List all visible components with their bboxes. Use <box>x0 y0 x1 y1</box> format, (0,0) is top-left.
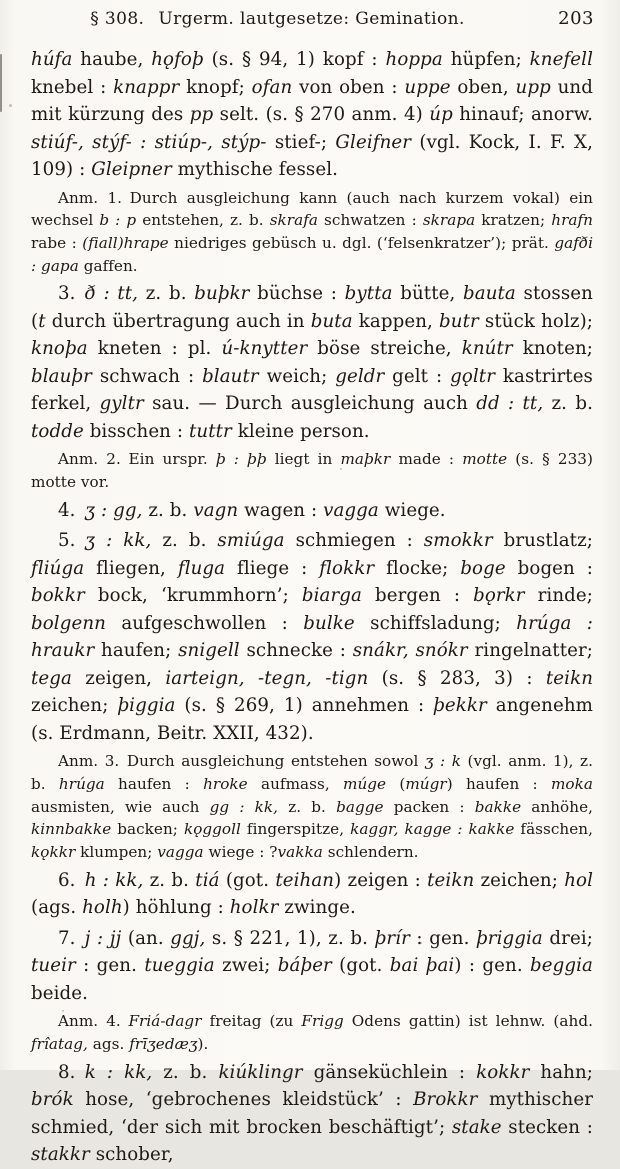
text-run: ) höhlung : <box>122 897 230 919</box>
term-italic: hǫfoþ <box>151 49 204 70</box>
text-run: zeichen; <box>31 695 118 717</box>
text-run: fliegen, <box>84 557 178 579</box>
text-run: selt. (s. § 270 anm. 4) <box>213 104 430 125</box>
term-italic: hrúga : hraukr <box>31 612 593 662</box>
term-italic: geldr <box>335 365 385 387</box>
term-italic: buta <box>310 310 353 332</box>
term-italic: húfa <box>31 49 73 70</box>
text-run: hose, ‘gebrochenes kleidstück’ : <box>73 1089 414 1111</box>
term-italic: biarga <box>301 585 362 607</box>
text-run: und mit kürzung des <box>31 76 593 125</box>
text-run: durch übertragung auch in <box>45 310 311 332</box>
paragraph-8 <box>31 1059 593 1169</box>
text-run: knopf; <box>179 76 252 98</box>
term-italic: stiúf-, stýf- : stiúp-, stýp- <box>31 131 267 153</box>
term-italic: uppe <box>404 76 451 98</box>
anmerkung-1 <box>31 187 593 278</box>
running-header-title-group <box>31 9 594 29</box>
term-italic: gyltr <box>99 393 144 415</box>
term-italic: vakka <box>277 843 323 862</box>
term-italic: butr <box>439 310 479 332</box>
text-run: weich; <box>258 365 336 387</box>
text-run: z. b. <box>151 530 218 552</box>
text-run: kratzen; <box>475 211 552 230</box>
term-italic: dd : tt, <box>476 393 544 415</box>
text-run: kappen, <box>352 310 440 332</box>
term-italic: kǫggoll <box>183 820 241 839</box>
term-italic: þekkr <box>433 695 487 717</box>
text-run: z. b. <box>143 869 196 891</box>
text-run: fässchen, <box>514 820 593 839</box>
text-run: ( <box>386 774 406 793</box>
term-italic: motte <box>462 450 508 469</box>
term-italic: blautr <box>202 365 259 387</box>
text-run: wiege : ? <box>203 843 278 862</box>
running-title: Urgerm. lautgesetze: Gemination. <box>158 9 465 29</box>
term-italic: fliúga <box>31 557 85 579</box>
text-run: made : <box>390 450 463 469</box>
term-italic: ʒ : gg, <box>84 499 143 521</box>
text-run: z. b. <box>278 797 337 816</box>
term-italic: (fiall)hrape <box>82 233 169 252</box>
text-run: böse streiche, <box>307 338 462 360</box>
text-run: 3. <box>58 283 85 305</box>
term-italic: upp <box>515 76 551 98</box>
term-italic: báþer <box>277 955 332 977</box>
term-italic: ggj, <box>170 927 206 949</box>
text-run: rabe : <box>31 233 83 252</box>
text-run: fingerspitze, <box>240 820 351 839</box>
text-run: bergen : <box>361 585 474 607</box>
term-italic: tega <box>31 667 72 689</box>
anmerkung-3 <box>31 750 593 864</box>
term-italic: kinnbakke <box>31 820 112 839</box>
term-italic: þiggia <box>117 695 176 717</box>
text-run: oben, <box>450 76 516 98</box>
term-italic: knoþa <box>31 338 88 360</box>
term-italic: úp <box>429 104 453 125</box>
term-italic: brók <box>31 1089 74 1111</box>
term-italic: gg : kk, <box>209 797 279 816</box>
text-run: stecken : <box>501 1116 593 1138</box>
term-italic: hroke <box>203 774 248 793</box>
term-italic: buþkr <box>194 283 250 305</box>
text-run: schwach : <box>91 365 203 387</box>
text-run: haufen : <box>104 774 204 793</box>
text-run: kneten : pl. <box>87 338 222 360</box>
term-italic: ʒ : k <box>424 752 461 771</box>
term-italic: stakkr <box>31 1144 90 1166</box>
term-italic: ofan <box>251 76 293 98</box>
text-run: entstehen, z. b. <box>136 211 270 230</box>
text-run: drei; <box>542 927 593 949</box>
text-run: anhöhe, <box>521 797 593 816</box>
term-italic: t <box>38 310 46 332</box>
text-run: schwatzen : <box>317 211 423 230</box>
text-run: ) : gen. <box>454 955 531 977</box>
text-run: Anm. 2. Ein urspr. <box>58 450 216 469</box>
term-italic: vagn <box>193 499 239 521</box>
text-run: ringelnatter; <box>467 640 593 662</box>
term-italic: múge <box>343 774 387 793</box>
text-run: zeigen, <box>71 667 166 689</box>
text-run: zwinge. <box>278 897 356 919</box>
paragraph-4 <box>31 497 593 525</box>
term-italic: gafði : gapa <box>31 233 593 275</box>
text-run: brustlatz; <box>492 530 593 552</box>
term-italic: j : jj <box>84 927 122 949</box>
text-run: ) zeigen : <box>334 869 428 891</box>
term-italic: bagge <box>336 797 384 816</box>
text-run: : gen. <box>409 927 477 949</box>
term-italic: bǫrkr <box>473 585 525 607</box>
text-run: beide. <box>31 982 89 1004</box>
paragraph-5 <box>31 527 593 747</box>
paragraph-7 <box>31 925 593 1008</box>
text-run: 4. <box>58 499 85 521</box>
term-italic: todde <box>31 420 84 442</box>
term-italic: vagga <box>157 843 204 862</box>
anmerkung-4 <box>31 1010 593 1055</box>
text-run: stück holz); <box>478 310 593 332</box>
term-italic: Gleifner <box>335 131 412 153</box>
text-run: 5. <box>58 530 85 552</box>
text-run: Anm. 1. Durch ausgleichung kann (auch nach kurzem vokal) ein wechsel <box>31 188 593 230</box>
text-run: ausmisten, wie auch <box>31 797 210 816</box>
term-italic: frīʒedæʒ <box>129 1034 198 1053</box>
term-italic: maþkr <box>340 450 391 469</box>
term-italic: moka <box>550 774 593 793</box>
term-italic: bauta <box>463 283 516 305</box>
term-italic: ʒ : kk, <box>84 530 152 552</box>
scan-gutter-mark <box>0 54 2 112</box>
text-run: : gen. <box>75 955 145 977</box>
text-run: zeichen; <box>474 869 565 891</box>
term-italic: stake <box>451 1116 502 1138</box>
paragraph-6 <box>31 867 593 922</box>
page-number: 203 <box>558 8 594 29</box>
term-italic: múgr <box>405 774 447 793</box>
text-run: aufmass, <box>247 774 343 793</box>
text-run: niedriges gebüsch u. dgl. (‘felsenkratzer’); prät. <box>168 233 555 252</box>
text-run: schlendern. <box>322 843 419 862</box>
text-run: (s. § 233) motte vor. <box>31 450 593 492</box>
term-italic: smiúga <box>217 530 285 552</box>
text-run: z. b. <box>543 393 593 415</box>
term-italic: skrafa <box>269 211 318 230</box>
text-run: ). <box>197 1034 209 1053</box>
term-italic: gǫltr <box>450 365 495 387</box>
term-italic: pp <box>189 104 214 125</box>
term-italic: hrúga <box>58 774 105 793</box>
term-italic: bulke <box>303 612 355 634</box>
term-italic: snákr, snókr <box>352 640 468 662</box>
text-run: von oben : <box>292 76 405 98</box>
paragraph-3 <box>31 280 593 445</box>
text-run: angenehm (s. Erdmann, Beitr. XXII, 432). <box>31 695 593 744</box>
term-italic: knútr <box>461 338 513 360</box>
text-run: packen : <box>383 797 475 816</box>
term-italic: kokkr <box>476 1061 530 1083</box>
term-italic: knefell <box>529 49 593 70</box>
text-run: mythischer schmied, ‘der sich mit brocken beschäftigt’; <box>31 1089 593 1138</box>
term-italic: boge <box>460 557 506 579</box>
text-run: (vgl. Kock, I. F. X, 109) : <box>31 131 593 180</box>
term-italic: vagga <box>323 499 379 521</box>
text-run: ) haufen : <box>446 774 551 793</box>
text-run: ags. <box>87 1034 130 1053</box>
text-run: Odens gattin) ist lehnw. (ahd. <box>343 1012 593 1031</box>
term-italic: kiúklingr <box>218 1061 303 1083</box>
text-run: aufgeschwollen : <box>105 612 304 634</box>
text-run: (s. § 283, 3) : <box>368 667 546 689</box>
term-italic: kǫkkr <box>31 843 76 862</box>
text-run: schnecke : <box>239 640 353 662</box>
term-italic: h : kk, <box>84 869 144 891</box>
text-run: gelt : <box>384 365 451 387</box>
term-italic: þriggia <box>476 927 543 949</box>
term-italic: Frigg <box>301 1012 344 1031</box>
term-italic: bai þai <box>389 955 455 977</box>
term-italic: bokkr <box>31 585 85 607</box>
term-italic: fluga <box>177 557 226 579</box>
term-italic: iarteign, -tegn, -tign <box>165 667 369 689</box>
text-run: wiege. <box>378 499 446 521</box>
text-run: stief-; <box>266 131 336 153</box>
text-run: gänseküchlein : <box>302 1061 477 1083</box>
paragraph-continuation <box>31 46 593 184</box>
term-italic: ú-knytter <box>221 338 308 360</box>
text-run: z. b. <box>138 283 195 305</box>
text-run: gaffen. <box>78 256 138 275</box>
term-italic: smokkr <box>423 530 493 552</box>
term-italic: b : p <box>99 211 137 230</box>
text-run: freitag (zu <box>201 1012 302 1031</box>
text-run: backen; <box>111 820 184 839</box>
text-run: (got. <box>331 955 390 977</box>
running-header <box>31 9 594 33</box>
term-italic: hoppa <box>385 49 443 70</box>
text-run: wagen : <box>238 499 324 521</box>
text-run: bock, ‘krummhorn’; <box>84 585 302 607</box>
text-run: (ags. <box>31 897 83 919</box>
text-run: bogen : <box>505 557 594 579</box>
term-italic: Friá-dagr <box>128 1012 202 1031</box>
text-run: knebel : <box>31 76 114 98</box>
term-italic: tiá <box>195 869 220 891</box>
term-italic: Brokkr <box>413 1089 478 1111</box>
text-run: kleine person. <box>231 420 370 442</box>
term-italic: ð : tt, <box>84 283 139 305</box>
text-run: büchse : <box>249 283 345 305</box>
term-italic: frîatag, <box>31 1034 88 1053</box>
text-run: kastrirtes ferkel, <box>31 365 593 415</box>
text-run: z. b. <box>152 1061 219 1083</box>
term-italic: blauþr <box>31 365 92 387</box>
text-run: mythische fessel. <box>171 159 338 180</box>
text-run: haube, <box>72 49 152 70</box>
text-run: (vgl. anm. 1), z. b. <box>31 752 593 793</box>
text-run: hüpfen; <box>442 49 530 70</box>
term-italic: þrír <box>374 927 410 949</box>
text-run: (got. <box>219 869 276 891</box>
term-italic: teikn <box>545 667 594 689</box>
text-run: hahn; <box>529 1061 594 1083</box>
text-run: bütte, <box>392 283 464 305</box>
text-run: schober, <box>89 1144 174 1166</box>
term-italic: skrapa <box>422 211 476 230</box>
term-italic: teihan <box>275 869 335 891</box>
text-run: Anm. 3. Durch ausgleichung entstehen sowol <box>58 752 425 771</box>
text-run: 7. <box>58 927 85 949</box>
term-italic: knappr <box>113 76 180 98</box>
text-run: schmiegen : <box>284 530 424 552</box>
text-run: stossen ( <box>31 283 593 332</box>
text-run: fliege : <box>225 557 320 579</box>
text-run: klumpen; <box>75 843 158 862</box>
text-run: (s. § 269, 1) annehmen : <box>175 695 434 717</box>
term-italic: beggia <box>530 955 593 977</box>
term-italic: snigell <box>178 640 240 662</box>
text-run: sau. — Durch ausgleichung auch <box>143 393 477 415</box>
term-italic: þ : þþ <box>215 450 267 469</box>
text-run: hinauf; anorw. <box>452 104 593 125</box>
term-italic: Gleipner <box>91 159 172 180</box>
text-run: knoten; <box>512 338 593 360</box>
term-italic: hol <box>564 869 593 891</box>
term-italic: holkr <box>229 897 279 919</box>
term-italic: holh <box>82 897 123 919</box>
term-italic: bolgenn <box>31 612 106 634</box>
term-italic: teikn <box>427 869 475 891</box>
term-italic: flokkr <box>319 557 375 579</box>
text-run: rinde; <box>524 585 593 607</box>
term-italic: tueir <box>31 955 76 977</box>
anmerkung-2 <box>31 448 593 493</box>
term-italic: k : kk, <box>84 1061 153 1083</box>
text-run: Anm. 4. <box>58 1012 129 1031</box>
term-italic: kaggr, kagge : kakke <box>350 820 515 839</box>
text-run: bisschen : <box>83 420 189 442</box>
text-run: haufen; <box>94 640 179 662</box>
text-run: 8. <box>58 1061 85 1083</box>
text-run: z. b. <box>142 499 194 521</box>
text-run: liegt in <box>266 450 341 469</box>
term-italic: hrafn <box>551 211 593 230</box>
scan-speck <box>9 104 12 107</box>
text-run: flocke; <box>374 557 461 579</box>
text-run: schiffsladung; <box>354 612 517 634</box>
text-run: (an. <box>121 927 171 949</box>
text-run: (s. § 94, 1) kopf : <box>203 49 386 70</box>
term-italic: bytta <box>344 283 393 305</box>
text-run: zwei; <box>214 955 278 977</box>
page-body <box>31 46 593 1169</box>
term-italic: bakke <box>474 797 522 816</box>
term-italic: tueggia <box>144 955 215 977</box>
section-number: § 308. <box>90 9 145 29</box>
text-run: s. § 221, 1), z. b. <box>205 927 375 949</box>
text-run: 6. <box>58 869 85 891</box>
term-italic: tuttr <box>189 420 232 442</box>
